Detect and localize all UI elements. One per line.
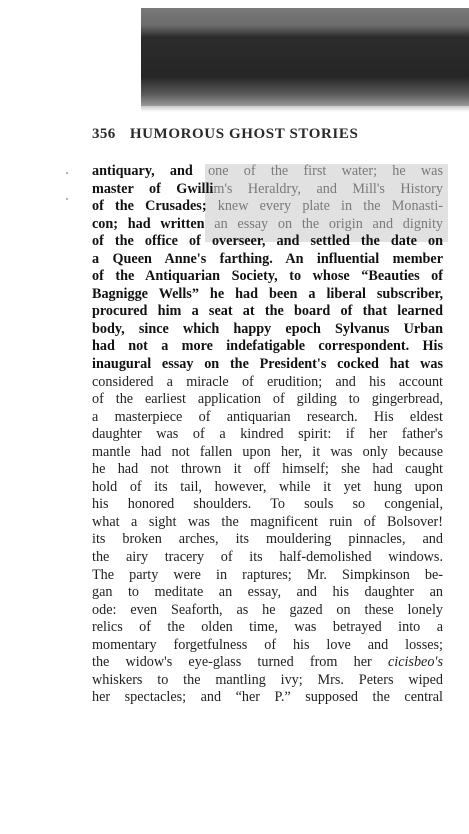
text-line: daughter was of a kindred spirit: if her father's <box>92 426 443 443</box>
text-line: what a sight was the magnificent ruin of Bolsover! <box>92 513 443 530</box>
text-line: of the office of overseer, and settled the date on <box>92 233 443 250</box>
text-line: Bagnigge Wells” he had been a liberal subscriber, <box>92 285 443 302</box>
text-line: gan to meditate an essay, and his daughter an <box>92 584 443 601</box>
text-line: The party were in raptures; Mr. Simpkinson be- <box>92 566 443 583</box>
text-line: the airy tracery of its half-demolished windows. <box>92 549 443 566</box>
text-line: ode: even Seaforth, as he gazed on these lonely <box>92 601 443 618</box>
body-text <box>92 163 443 707</box>
page-number: 356 <box>92 126 116 142</box>
text-line: whiskers to the mantling ivy; Mrs. Peters wiped <box>92 671 443 688</box>
text-line: the widow's eye-glass turned from her cicisbeo's <box>92 654 443 671</box>
text-line: he had not thrown it off himself; she had caught <box>92 461 443 478</box>
text-line: her spectacles; and “her P.” supposed the central <box>92 689 443 706</box>
text-line: of the Crusades; knew every plate in the Monasti- <box>92 198 443 215</box>
text-line: master of Gwillim's Heraldry, and Mill's History <box>92 180 443 197</box>
text-line: of the Antiquarian Society, to whose “Beauties of <box>92 268 443 285</box>
text-line: a masterpiece of antiquarian research. His eldest <box>92 408 443 425</box>
text-line: inaugural essay on the President's cocked hat was <box>92 356 443 373</box>
text-line: his honored shoulders. To souls so congenial, <box>92 496 443 513</box>
text-line: of the earliest application of gilding to gingerbread, <box>92 391 443 408</box>
running-title: HUMOROUS GHOST STORIES <box>129 126 359 142</box>
text-line: hold of its tail, however, while it yet hung upon <box>92 478 443 495</box>
text-line: antiquary, and one of the first water; he was <box>92 163 443 179</box>
text-line: momentary forgetfulness of his love and losses; <box>92 636 443 653</box>
scan-shadow-band <box>141 8 469 106</box>
text-line: considered a miracle of erudition; and his account <box>92 373 443 390</box>
text-line: procured him a seat at the board of that learned <box>92 303 443 320</box>
text-line: its broken arches, its mouldering pinnacles, and <box>92 531 443 548</box>
text-line: con; had written an essay on the origin and dignity <box>92 215 443 232</box>
text-line: a Queen Anne's farthing. An influential member <box>92 250 443 267</box>
text-line: mantle had not fallen upon her, it was only because <box>92 443 443 460</box>
margin-mark <box>66 172 68 174</box>
text-line: relics of the olden time, was betrayed into a <box>92 619 443 636</box>
text-line: body, since which happy epoch Sylvanus Urban <box>92 320 443 337</box>
running-head <box>92 126 452 148</box>
text-line: had not a more indefatigable correspondent. His <box>92 338 443 355</box>
margin-mark <box>66 198 68 200</box>
